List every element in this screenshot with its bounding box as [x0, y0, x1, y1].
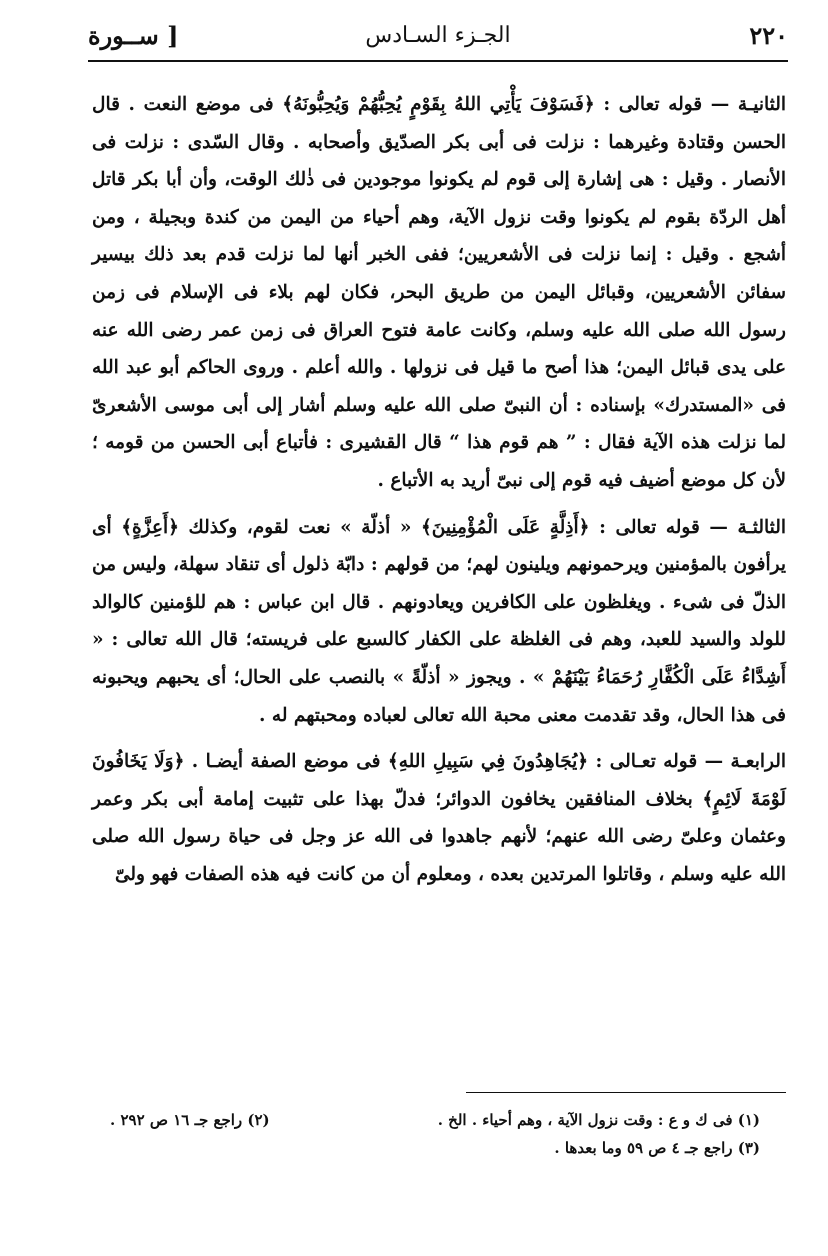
page-number: ٢٢٠	[749, 20, 788, 50]
paragraph-second: الثانيـة — قوله تعالى : ﴿فَسَوْفَ يَأْتِي اللهُ بِقَوْمٍ يُحِبُّهُمْ وَيُحِبُّونَهُ﴾ فى موضع النعت . قال الحسن وقتادة وغيرهما : نزلت فى أبى بكر الصدّيق وأصحابه . وقال السّدى : نزلت فى الأنصار . وقيل : هى إشارة إلى قوم لم يكونوا موجودين فى ذٰلك الوقت، وأن أبا بكر قاتل أهل الردّة بقوم لم يكونوا وقت نزول الآية، وهم أحياء من اليمن من كندة وبجيلة ، ومن أشجع . وقيل : إنما نزلت فى الأشعريين؛ ففى الخبر أنها لما نزلت قدم بعد ذلك بيسير سفائن الأشعريين، وقبائل اليمن من طريق البحر، فكان لهم بلاء فى الإسلام فى زمن رسول الله صلى الله عليه وسلم، وكانت عامة فتوح العراق فى زمن عمر رضى الله عنه على يدى قبائل اليمن؛ هذا أصح ما قيل فى نزولها . والله أعلم . وروى الحاكم أبو عبد الله فى «المستدرك» بإسناده : أن النبىّ صلى الله عليه وسلم أشار إلى أبى موسى الأشعرىّ لما نزلت هذه الآية فقال : ” هم قوم هذا “ قال القشيرى : فأتباع أبى الحسن من قومه ؛ لأن كل موضع أضيف فيه قوم إلى نبىّ أريد به الأتباع .	[92, 94, 786, 491]
main-text	[92, 86, 786, 902]
footnote-2: (٢) راجع جـ ١٦ ص ٢٩٢ .	[110, 1111, 270, 1129]
surah-label: [ ســورة	[88, 20, 179, 50]
footnote-1: (١) فى ك و ع : وقت نزول الآية ، وهم أحياء . الخ .	[437, 1111, 760, 1129]
footnote-3: (٣) راجع جـ ٤ ص ٥٩ وما بعدها .	[554, 1139, 760, 1157]
page-header	[88, 12, 788, 58]
footnotes	[110, 1106, 760, 1162]
part-title: الجـزء السـادس	[365, 22, 511, 48]
paragraph-third: الثالثـة — قوله تعالى : ﴿أَذِلَّةٍ عَلَى الْمُؤْمِنِينَ﴾ « أذلّة » نعت لقوم، وكذلك ﴿أَعِزَّةٍ﴾ أى يرأفون بالمؤمنين ويرحمونهم ويلينون لهم؛ من قولهم : دابّة ذلول أى تنقاد سهلة، وليس من الذلّ فى شىء . ويغلظون على الكافرين ويعادونهم . قال ابن عباس : هم للؤمنين كالوالد للولد والسيد للعبد، وهم فى الغلظة على الكفار كالسبع على فريسته؛ قال الله تعالى : « أَشِدَّاءُ عَلَى الْكُفَّارِ رُحَمَاءُ بَيْنَهُمْ » . ويجوز « أذلّةً » بالنصب على الحال؛ أى يحبهم ويحبونه فى هذا الحال، وقد تقدمت معنى محبة الله تعالى لعباده ومحبتهم له .	[92, 516, 786, 726]
footnote-rule	[466, 1092, 786, 1093]
paragraph-fourth: الرابعـة — قوله تعـالى : ﴿يُجَاهِدُونَ فِي سَبِيلِ اللهِ﴾ فى موضع الصفة أيضـا . ﴿وَلَا يَخَافُونَ لَوْمَةَ لَائِمٍ﴾ بخلاف المنافقين يخافون الدوائر؛ فدلّ بهذا على تثبيت إمامة أبى بكر وعمر وعثمان وعلىّ رضى الله عنهم؛ لأنهم جاهدوا فى الله عز وجل فى حياة رسول الله صلى الله عليه وسلم ، وقاتلوا المرتدين بعده ، ومعلوم أن من كانت فيه هذه الصفات فهو ولىّ	[92, 751, 786, 885]
header-rule	[88, 60, 788, 62]
